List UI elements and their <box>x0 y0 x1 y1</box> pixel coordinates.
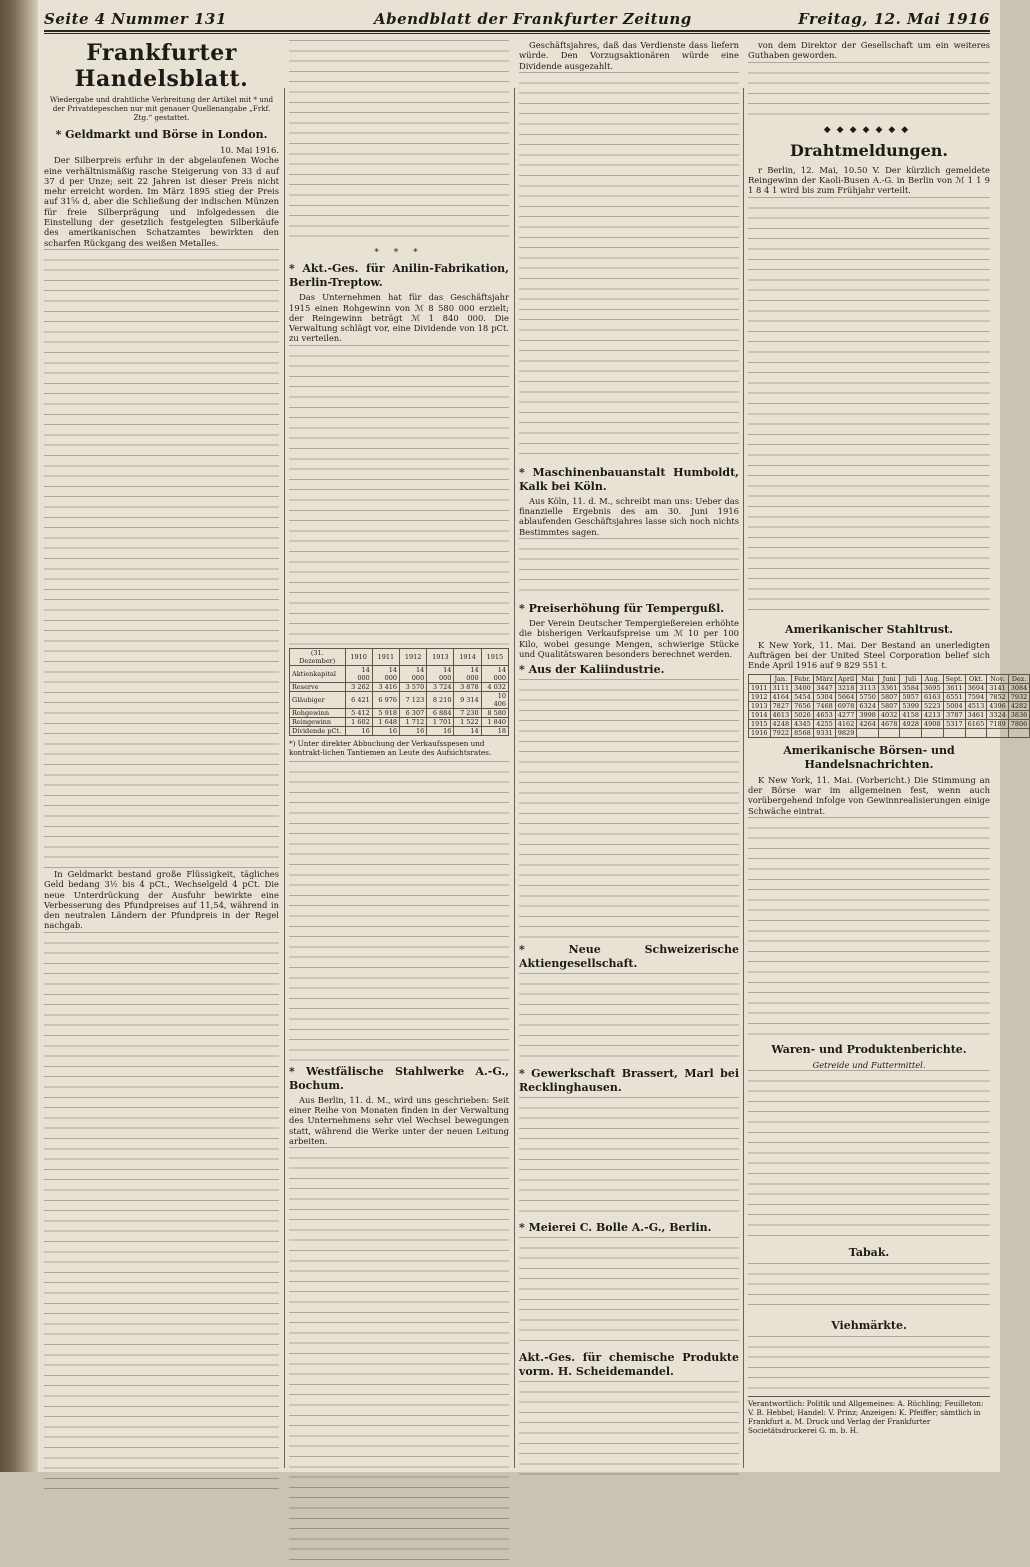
article-headline: * Maschinenbauanstalt Humboldt, Kalk bei Köln. <box>519 465 739 493</box>
subsection-label: Getreide und Futtermittel. <box>812 1059 926 1070</box>
section-headline: Viehmärkte. <box>831 1319 907 1333</box>
article-paragraph: Aus Köln, 11. d. M., schreibt man uns: Ueber das finanzielle Ergebnis des am 30. Juni 1916 ablaufenden Geschäftsjahres lasse sich noch nichts Bestimmtes sagen. <box>519 495 739 537</box>
table-cell: 9829 <box>835 728 857 737</box>
table-cell: 5317 <box>943 719 965 728</box>
article-headline: * Preiserhöhung für Tempergußl. <box>519 602 725 616</box>
table-cell: 5026 <box>792 710 814 719</box>
issue-date: Freitag, 12. Mai 1916 <box>798 10 990 28</box>
table-cell: 16 <box>372 726 399 735</box>
table-cell: 7468 <box>813 701 835 710</box>
table-header-cell <box>749 674 771 683</box>
table-cell: 6324 <box>857 701 879 710</box>
table-cell: 6978 <box>835 701 857 710</box>
table-row <box>749 683 1030 692</box>
article-paragraph: Der Verein Deutscher Tempergießereien erhöhte die bisherigen Verkaufspreise um ℳ 10 per 100 Kilo, wobei gesunge Mengen, schwierige Stücke und Qualitätswaren besonders berechnet werden. <box>519 618 739 659</box>
article-paragraph: Der Silberpreis erfuhr in der abgelaufenen Woche eine verhältnismäßig rasche Steigerung von 33 d auf 37 d per Unze; seit 22 Jahren ist dieser Preis nicht mehr erreicht worden. Im März 1895 stieg der Preis auf 31⅝ d, aber die Schließung der indischen Münzen für freie Silberprägung und infolgedessen die Einstellung der gesetzlich festgelegten Silberkäufe des amerikanischen Schatzamtes bewirkten den scharfen Rückgang des weißen Metalles. <box>44 155 279 248</box>
imprint-footer: Verantwortlich: Politik und Allgemeines: A. Rüchling; Feuilleton: V. B. Hebbel; Handel: V. Prinz; Anzeigen: K. Pfeiffer; sämtlich in Frankfurt a. M. Druck und Verlag der Frankfurter Societätsdruckerei G. m. b. H. <box>748 1396 990 1435</box>
table-cell: 8 210 <box>427 691 454 708</box>
table-cell: 4928 <box>900 719 922 728</box>
table-header-cell: Juli <box>900 674 922 683</box>
table-header-cell: 1912 <box>399 648 426 665</box>
table-cell: 4277 <box>835 710 857 719</box>
table-row <box>290 708 509 717</box>
section-headline: Tabak. <box>848 1246 890 1260</box>
table-cell: Rohgewinn <box>290 708 346 717</box>
column-divider <box>284 88 285 1468</box>
table-cell: 4345 <box>792 719 814 728</box>
table-cell: 4158 <box>900 710 922 719</box>
table-header-cell: Sept. <box>943 674 965 683</box>
table-cell <box>1008 728 1030 737</box>
table-header-cell: März <box>813 674 835 683</box>
table-cell: 7827 <box>770 701 792 710</box>
table-row <box>290 717 509 726</box>
table-cell: 6551 <box>943 692 965 701</box>
article-body-text <box>748 1336 990 1396</box>
steel-trust-table <box>748 674 1030 738</box>
table-cell: 1 522 <box>454 717 481 726</box>
table-cell: 3787 <box>943 710 965 719</box>
header-rule-top <box>44 30 990 32</box>
article-body-text <box>519 679 739 939</box>
article-paragraph: Aus Berlin, 11. d. M., wird uns geschrieben: Seit einer Reihe von Monaten finden in der Verwaltung des Unternehmens sehr viel Wechsel bewegungen statt, während die Werke unter der neuen Leitung arbeiten. <box>289 1094 509 1146</box>
table-header-cell: Febr. <box>792 674 814 683</box>
table-cell: Gläubiger <box>290 691 346 708</box>
table-cell: 3836 <box>1008 710 1030 719</box>
article-headline: * Aus der Kaliindustrie. <box>519 663 665 677</box>
column-divider <box>514 88 515 1468</box>
table-row <box>749 719 1030 728</box>
table-cell: 6 421 <box>345 691 372 708</box>
article-dateline: 10. Mai 1916. <box>220 145 279 155</box>
table-cell: 3695 <box>921 683 943 692</box>
article-paragraph: von dem Direktor der Gesellschaft um ein weiteres Guthaben geworden. <box>748 40 990 61</box>
article-paragraph: In Geldmarkt bestand große Flüssigkeit, tägliches Geld bedang 3½ bis 4 pCt., Wechselgeld 4 pCt. Die neue Unterdrückung der Ausfuhr bewirkte eine Verbesserung des Pfundpreises auf 11,54, während in den neutralen Ländern der Pfundpreis in der Regel nachgab. <box>44 868 279 931</box>
table-cell: 5454 <box>792 692 814 701</box>
article-body-text <box>289 40 509 245</box>
table-header-cell: Mai <box>857 674 879 683</box>
table-cell: 4164 <box>770 692 792 701</box>
table-cell: 7806 <box>1008 719 1030 728</box>
table-cell: 1 701 <box>427 717 454 726</box>
table-cell: 16 <box>345 726 372 735</box>
table-cell: 4162 <box>835 719 857 728</box>
table-header-cell: 1910 <box>345 648 372 665</box>
table-cell: 8 580 <box>481 708 508 717</box>
table-cell: 1 840 <box>481 717 508 726</box>
table-cell: Reingewinn <box>290 717 346 726</box>
table-cell: 14 000 <box>345 665 372 682</box>
table-cell: 3084 <box>1008 683 1030 692</box>
article-body-text <box>519 1237 739 1347</box>
table-header-cell: Jan. <box>770 674 792 683</box>
table-cell: 4613 <box>770 710 792 719</box>
table-cell: 9331 <box>813 728 835 737</box>
article-body-text <box>748 197 990 617</box>
article-headline: Akt.-Ges. für chemische Produkte vorm. H. Scheidemandel. <box>519 1351 739 1379</box>
table-row <box>290 665 509 682</box>
article-body-text <box>44 249 279 869</box>
table-cell: 3218 <box>835 683 857 692</box>
table-row <box>290 726 509 735</box>
table-cell: 9 314 <box>454 691 481 708</box>
article-body-text <box>519 1381 739 1481</box>
table-cell: 4678 <box>878 719 900 728</box>
table-cell: Aktienkapital <box>290 665 346 682</box>
table-cell: 14 000 <box>427 665 454 682</box>
article-body-text <box>289 761 509 1061</box>
masthead: Abendblatt der Frankfurter Zeitung <box>374 10 692 28</box>
table-body <box>290 665 509 735</box>
article-body-text <box>519 1097 739 1217</box>
table-header-cell: Dez. <box>1008 674 1030 683</box>
table-cell: 8568 <box>792 728 814 737</box>
table-header-cell: (31. Dezember) <box>290 648 346 665</box>
article-paragraph: Das Unternehmen hat für das Geschäftsjahr 1915 einen Rohgewinn von ℳ 8 580 000 erzielt; der Reingewinn beträgt ℳ 1 840 000. Die Verwaltung schlägt vor, eine Dividende von 18 pCt. zu verteilen. <box>289 292 509 344</box>
table-header-cell: 1914 <box>454 648 481 665</box>
table-row <box>749 692 1030 701</box>
table-cell: 5004 <box>943 701 965 710</box>
table-row <box>290 682 509 691</box>
table-cell: 3447 <box>813 683 835 692</box>
table-cell <box>965 728 987 737</box>
article-headline: * Meierei C. Bolle A.-G., Berlin. <box>519 1221 712 1235</box>
article-body-text <box>519 538 739 598</box>
table-cell: 7656 <box>792 701 814 710</box>
section-title: Frankfurter Handelsblatt. <box>74 40 249 92</box>
table-cell: 7594 <box>965 692 987 701</box>
page-binding <box>0 0 38 1472</box>
table-footnote: *) Unter direkter Abbuchung der Verkaufsspesen und kontrakt-lichen Tantiemen an Leute des Aufsichtsrates. <box>289 738 492 757</box>
column-divider <box>743 88 744 1468</box>
table-cell: 16 <box>399 726 426 735</box>
table-cell: 3 724 <box>427 682 454 691</box>
table-cell <box>987 728 1009 737</box>
article-headline: * Gewerkschaft Brassert, Marl bei Recklinghausen. <box>519 1067 739 1095</box>
section-headline: Drahtmeldungen. <box>790 140 948 160</box>
table-body <box>749 683 1030 737</box>
column-2 <box>289 40 509 1465</box>
table-cell: 3461 <box>965 710 987 719</box>
table-cell: 5750 <box>857 692 879 701</box>
table-cell: 5807 <box>878 701 900 710</box>
article-paragraph: K New York, 11. Mai. Der Bestand an unerledigten Aufträgen bei der United Steel Corporation belief sich Ende April 1916 auf 9 829 551 t. <box>748 639 990 671</box>
section-separator: ◆◆◆◆◆◆◆ <box>823 124 915 135</box>
table-cell: 1916 <box>749 728 771 737</box>
balance-table <box>289 648 509 736</box>
table-cell <box>943 728 965 737</box>
table-header-cell: 1913 <box>427 648 454 665</box>
table-cell: 4282 <box>1008 701 1030 710</box>
article-body-text <box>44 932 279 1492</box>
table-cell: 3 878 <box>454 682 481 691</box>
table-header-cell: 1911 <box>372 648 399 665</box>
table-header-cell: Aug. <box>921 674 943 683</box>
table-cell <box>878 728 900 737</box>
table-cell: 14 <box>454 726 481 735</box>
table-cell: 4396 <box>987 701 1009 710</box>
table-cell: 3 262 <box>345 682 372 691</box>
page-number: Seite 4 Nummer 131 <box>44 10 227 28</box>
article-body-text <box>519 973 739 1063</box>
article-body-text <box>519 72 739 462</box>
section-headline: Amerikanische Börsen- und Handelsnachrichten. <box>783 743 955 771</box>
table-cell <box>900 728 922 737</box>
table-cell: 1915 <box>749 719 771 728</box>
table-header-cell: 1915 <box>481 648 508 665</box>
table-header-cell: Nov. <box>987 674 1009 683</box>
table-cell: 7 123 <box>399 691 426 708</box>
table-cell: 5807 <box>878 692 900 701</box>
article-headline: * Westfälische Stahlwerke A.-G., Bochum. <box>289 1064 509 1092</box>
table-cell: 1911 <box>749 683 771 692</box>
table-cell: 1 602 <box>345 717 372 726</box>
table-cell: 7922 <box>770 728 792 737</box>
table-row <box>290 691 509 708</box>
article-body-text <box>748 62 990 122</box>
table-header-row <box>290 648 509 665</box>
header-rule-bottom <box>44 33 990 34</box>
table-cell: 3141 <box>987 683 1009 692</box>
table-cell: 1913 <box>749 701 771 710</box>
column-3 <box>519 40 739 1465</box>
table-cell: 10 406 <box>481 691 508 708</box>
table-cell: 3584 <box>900 683 922 692</box>
table-cell: 1914 <box>749 710 771 719</box>
table-cell: 4513 <box>965 701 987 710</box>
table-header-cell: Okt. <box>965 674 987 683</box>
section-headline: Waren- und Produktenberichte. <box>771 1042 967 1056</box>
article-paragraph: Geschäftsjahres, daß das Verdienste dass liefern würde. Den Vorzugsaktionären würde eine Dividende ausgezahlt. <box>519 40 739 71</box>
table-cell: 1 648 <box>372 717 399 726</box>
table-cell: Dividende pCt. <box>290 726 346 735</box>
table-cell: 16 <box>427 726 454 735</box>
article-body-text <box>289 345 509 645</box>
article-body-text <box>748 1070 990 1240</box>
article-body-text <box>748 817 990 1037</box>
table-cell: 4908 <box>921 719 943 728</box>
column-4 <box>748 40 1028 1465</box>
reprint-notice: Wiedergabe und drahtliche Verbreitung der Artikel mit * und der Privatdepeschen nur mit genauer Quellenangabe „Frkf. Ztg.“ gestattet. <box>49 95 274 122</box>
table-cell: 6163 <box>921 692 943 701</box>
table-cell: 3998 <box>857 710 879 719</box>
table-cell: 6 976 <box>372 691 399 708</box>
table-cell: 7932 <box>1008 692 1030 701</box>
table-cell: 4653 <box>813 710 835 719</box>
table-cell: 14 000 <box>372 665 399 682</box>
table-header-cell: April <box>835 674 857 683</box>
table-cell: 4248 <box>770 719 792 728</box>
table-cell: 3 416 <box>372 682 399 691</box>
table-header-row <box>749 674 1030 683</box>
article-paragraph: K New York, 11. Mai. (Vorbericht.) Die Stimmung an der Börse war im allgemeinen fest, wenn auch vorübergehend infolge von Gewinnrealisierungen einige Schwäche eintrat. <box>748 774 990 816</box>
table-cell: 4264 <box>857 719 879 728</box>
table-cell: 3111 <box>770 683 792 692</box>
table-cell: 5399 <box>900 701 922 710</box>
table-cell: 6165 <box>965 719 987 728</box>
table-cell: 7189 <box>987 719 1009 728</box>
table-cell: 3694 <box>965 683 987 692</box>
table-cell: 6 307 <box>399 708 426 717</box>
table-cell: 5 918 <box>372 708 399 717</box>
article-paragraph: r Berlin, 12. Mai, 10.50 V. Der kürzlich gemeldete Reingewinn der Kaoli-Busen A.-G. in Berlin von ℳ 1 1 9 1 8 4 1 wird bis zum Frühjahr verteilt. <box>748 164 990 196</box>
table-cell: 4255 <box>813 719 835 728</box>
table-cell: Reserve <box>290 682 346 691</box>
table-cell: 7852 <box>987 692 1009 701</box>
table-cell: 14 000 <box>399 665 426 682</box>
table-cell: 3361 <box>878 683 900 692</box>
table-cell: 5304 <box>813 692 835 701</box>
table-cell: 5664 <box>835 692 857 701</box>
table-cell: 3400 <box>792 683 814 692</box>
table-cell: 7 230 <box>454 708 481 717</box>
section-headline: Amerikanischer Stahltrust. <box>785 622 953 636</box>
table-cell: 1 712 <box>399 717 426 726</box>
article-body-text <box>289 1147 509 1567</box>
article-body-text <box>748 1263 990 1313</box>
table-cell: 18 <box>481 726 508 735</box>
table-cell: 5957 <box>900 692 922 701</box>
table-cell: 4 032 <box>481 682 508 691</box>
table-cell: 5223 <box>921 701 943 710</box>
table-cell: 1912 <box>749 692 771 701</box>
table-header-cell: Juni <box>878 674 900 683</box>
table-cell: 4032 <box>878 710 900 719</box>
table-cell: 6 884 <box>427 708 454 717</box>
table-row <box>749 710 1030 719</box>
table-cell <box>857 728 879 737</box>
table-cell: 14 000 <box>454 665 481 682</box>
section-separator: * * * <box>374 248 424 258</box>
article-headline: * Neue Schweizerische Aktiengesellschaft. <box>519 943 739 971</box>
column-1 <box>44 40 279 1465</box>
table-cell: 5 412 <box>345 708 372 717</box>
table-cell: 14 000 <box>481 665 508 682</box>
table-cell: 3113 <box>857 683 879 692</box>
table-row <box>749 728 1030 737</box>
table-cell: 4213 <box>921 710 943 719</box>
article-headline: * Akt.-Ges. für Anilin-Fabrikation, Berlin-Treptow. <box>289 262 509 290</box>
table-cell <box>921 728 943 737</box>
table-row <box>749 701 1030 710</box>
table-cell: 3611 <box>943 683 965 692</box>
article-headline: * Geldmarkt und Börse in London. <box>55 128 268 141</box>
table-cell: 3324 <box>987 710 1009 719</box>
table-cell: 3 570 <box>399 682 426 691</box>
